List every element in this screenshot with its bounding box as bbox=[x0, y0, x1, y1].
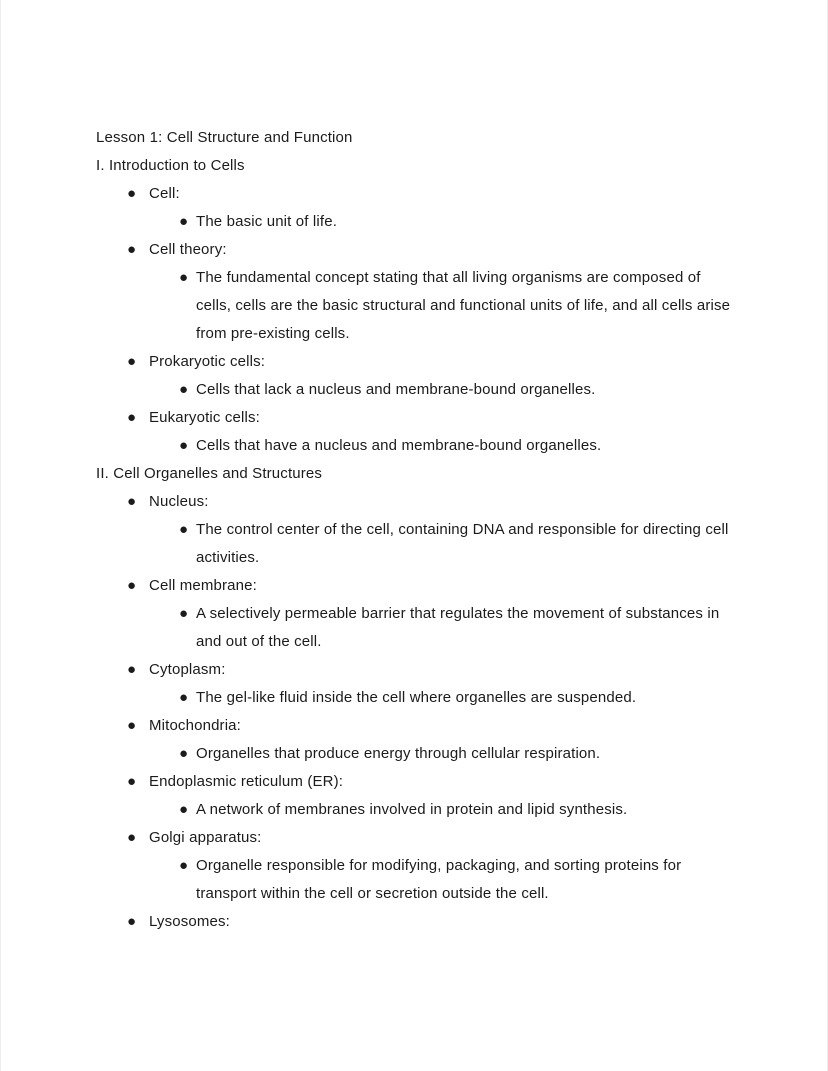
list-item bbox=[96, 740, 736, 768]
page-title: Lesson 1: Cell Structure and Function bbox=[96, 129, 353, 146]
bullet-icon: ● bbox=[127, 773, 137, 790]
list-item-text: A network of membranes involved in protein and lipid synthesis. bbox=[196, 801, 628, 818]
bullet-icon: ● bbox=[179, 605, 189, 622]
list-item bbox=[96, 208, 736, 236]
document-body bbox=[96, 124, 736, 936]
list-item bbox=[96, 432, 736, 460]
section-heading: I. Introduction to Cells bbox=[96, 157, 245, 174]
list-item-text: The fundamental concept stating that all living organisms are composed of cells, cells are the basic structural and functional units of life, and all cells arise from pre-existing cells. bbox=[196, 269, 731, 342]
bullet-icon: ● bbox=[179, 269, 189, 286]
bullet-icon: ● bbox=[127, 493, 137, 510]
list-item-text: Golgi apparatus: bbox=[149, 829, 262, 846]
list-item-text: Prokaryotic cells: bbox=[149, 353, 266, 370]
list-item-text: Cell membrane: bbox=[149, 577, 257, 594]
bullet-icon: ● bbox=[127, 913, 137, 930]
list-item bbox=[96, 404, 736, 432]
list-item bbox=[96, 768, 736, 796]
list-item bbox=[96, 348, 736, 376]
bullet-icon: ● bbox=[179, 213, 189, 230]
bullet-icon: ● bbox=[127, 661, 137, 678]
list-item-text: Mitochondria: bbox=[149, 717, 241, 734]
list-item bbox=[96, 264, 736, 348]
bullet-icon: ● bbox=[127, 409, 137, 426]
bullet-icon: ● bbox=[127, 577, 137, 594]
list-item bbox=[96, 796, 736, 824]
list-item-text: The control center of the cell, containing DNA and responsible for directing cell activities. bbox=[196, 521, 729, 566]
list-item bbox=[96, 488, 736, 516]
list-item-text: Cytoplasm: bbox=[149, 661, 226, 678]
list-item-text: A selectively permeable barrier that regulates the movement of substances in and out of the cell. bbox=[196, 605, 720, 650]
bullet-icon: ● bbox=[179, 801, 189, 818]
section-heading: II. Cell Organelles and Structures bbox=[96, 465, 323, 482]
bullet-icon: ● bbox=[179, 437, 189, 454]
list-item-text: Cells that have a nucleus and membrane-bound organelles. bbox=[196, 437, 602, 454]
bullet-icon: ● bbox=[127, 717, 137, 734]
list-item bbox=[96, 824, 736, 852]
bullet-icon: ● bbox=[179, 381, 189, 398]
list-item-text: Cell: bbox=[149, 185, 180, 202]
list-item-text: Cell theory: bbox=[149, 241, 227, 258]
list-item bbox=[96, 180, 736, 208]
list-item bbox=[96, 684, 736, 712]
list-item bbox=[96, 376, 736, 404]
list-item bbox=[96, 236, 736, 264]
list-item bbox=[96, 572, 736, 600]
bullet-icon: ● bbox=[127, 353, 137, 370]
bullet-icon: ● bbox=[179, 521, 189, 538]
list-item bbox=[96, 908, 736, 936]
list-item bbox=[96, 656, 736, 684]
list-item-text: The basic unit of life. bbox=[196, 213, 338, 230]
bullet-icon: ● bbox=[179, 689, 189, 706]
list-item-text: Nucleus: bbox=[149, 493, 209, 510]
list-item-text: Eukaryotic cells: bbox=[149, 409, 260, 426]
bullet-icon: ● bbox=[127, 185, 137, 202]
list-item-text: Endoplasmic reticulum (ER): bbox=[149, 773, 344, 790]
list-item-text: Organelle responsible for modifying, packaging, and sorting proteins for transport within the cell or secretion outside the cell. bbox=[196, 857, 682, 902]
bullet-icon: ● bbox=[127, 829, 137, 846]
list-item bbox=[96, 852, 736, 908]
list-item-text: Lysosomes: bbox=[149, 913, 230, 930]
list-item-text: Cells that lack a nucleus and membrane-bound organelles. bbox=[196, 381, 596, 398]
list-item bbox=[96, 600, 736, 656]
list-item bbox=[96, 712, 736, 740]
list-item bbox=[96, 516, 736, 572]
bullet-icon: ● bbox=[127, 241, 137, 258]
bullet-icon: ● bbox=[179, 745, 189, 762]
list-item-text: Organelles that produce energy through cellular respiration. bbox=[196, 745, 601, 762]
bullet-icon: ● bbox=[179, 857, 189, 874]
list-item-text: The gel-like fluid inside the cell where organelles are suspended. bbox=[196, 689, 637, 706]
